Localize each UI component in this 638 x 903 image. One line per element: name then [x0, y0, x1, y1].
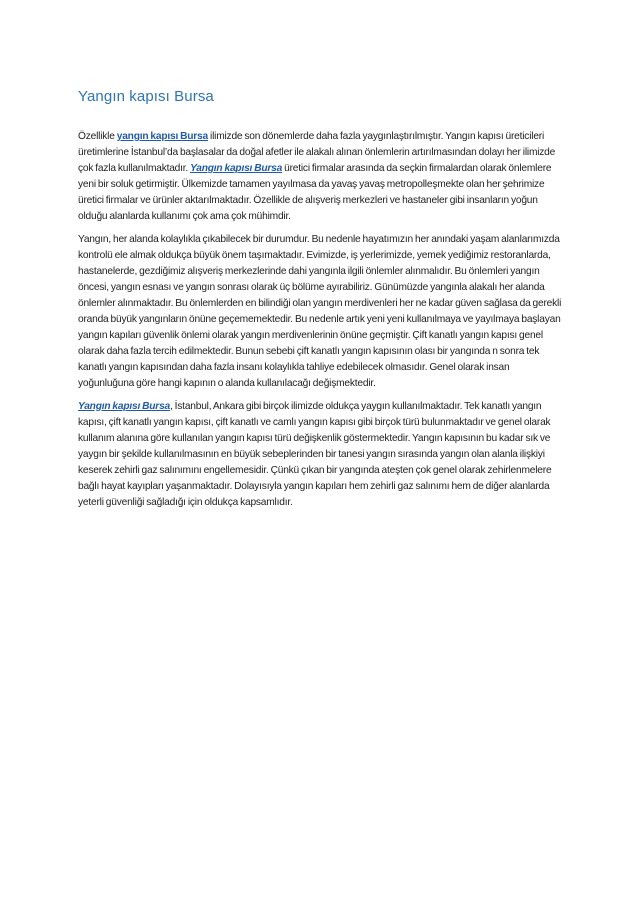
paragraph-1	[78, 129, 562, 226]
yangin-kapisi-bursa-link-1[interactable]: yangın kapısı Bursa	[116, 131, 208, 142]
yangin-kapisi-bursa-link-2[interactable]: Yangın kapısı Bursa	[190, 163, 283, 175]
paragraph-3-text: , İstanbul, Ankara gibi birçok ilimizde oldukça yaygın kullanılmaktadır. Tek kanatlı yangın kapısı, çift kanatlı yangın kapısı, çift kanatlı ve camlı yangın kapısı gibi birçok türü bulunmaktadır ve genel olarak kullanım alanına göre kullanılan yangın kapısı türü değişkenlik göstermektedir. Yangın kapısının bu kadar sık ve yaygın bir şekilde kullanılmasının en büyük sebeplerinden bir tanesi yangın sırasında yangın olan alanla ilişkiyi keserek zehirli gaz salınımını engellemesidir. Çünkü çıkan bir yangında ateşten çok genel olarak zehirlenmelere bağlı hayat kayıpları yaşanmaktadır. Dolayısıyla yangın kapıları hem zehirli gaz salınımı hem de diğer alanlarda yeterli güvenliği sağladığı için oldukça kapsamlıdır.	[78, 400, 552, 509]
paragraph-1-text-start: Özellikle	[78, 131, 117, 142]
paragraph-1-text-middle: ilimizde son dönemlerde daha fazla yaygınlaştırılmıştır. Yangın kapısı üreticileri üretimlerine İstanbul’da başlasalar da doğal afetler ile alakalı alınan önlemlerin artırılmasından dolayı her ilimizde çok fazla kullanılmaktadır.	[78, 131, 556, 175]
yangin-kapisi-bursa-link-3[interactable]: Yangın kapısı Bursa	[78, 400, 170, 412]
paragraph-1-text-end: üretici firmalar arasında da seçkin firmalardan olarak önlemlere yeni bir soluk getirmiştir. Ülkemizde tamamen yayılmasa da yavaş yavaş metropolleşmekte olan her şehrimize üretici firmalar ve ürünler aktarılmaktadır. Özellikle de alışveriş merkezleri ve hastaneler gibi insanların yoğun olduğu alanlarda kullanımı çok ama çok mühimdir.	[78, 163, 552, 223]
paragraph-3	[78, 399, 562, 512]
document-title: Yangın kapısı Bursa	[78, 88, 214, 105]
document-page	[78, 88, 562, 517]
paragraph-2: Yangın, her alanda kolaylıkla çıkabilecek bir durumdur. Bu nedenle hayatımızın her anındaki yaşam alanlarımızda kontrolü ele almak oldukça büyük önem taşımaktadır. Evimizde, iş yerlerimizde, yemek yediğimiz restoranlarda, hastanelerde, gezdiğimiz alışveriş merkezlerinde dahi yangınla ilgili önlemler alınmalıdır. Bu önlemleri yangın öncesi, yangın esnası ve yangın sonrası olarak üç bölüme ayırabiliriz. Günümüzde yangınla alakalı her alanda önlemler alınmaktadır. Bu önlemlerden en bilindiği olan yangın merdivenleri her ne kadar güven sağlasa da gerekli oranda büyük yangınların önüne geçememektedir. Bu nedenle artık yeni yeni kullanılmaya ve yayılmaya başlayan yangın kapıları güvenlik önlemi olarak yangın merdivenlerinin önüne geçmiştir. Çift kanatlı yangın kapısı genel olarak daha fazla tercih edilmektedir. Bunun sebebi çift kanatlı yangın kapısının olası bir yangında n sonra tek kanatlı yangın kapısından daha fazla insanı kolaylıkla tahliye edebilecek olmasıdır. Genel olarak insan yoğunluğuna göre hangi kapının o alanda kullanılacağı değişmektedir.	[78, 233, 562, 390]
